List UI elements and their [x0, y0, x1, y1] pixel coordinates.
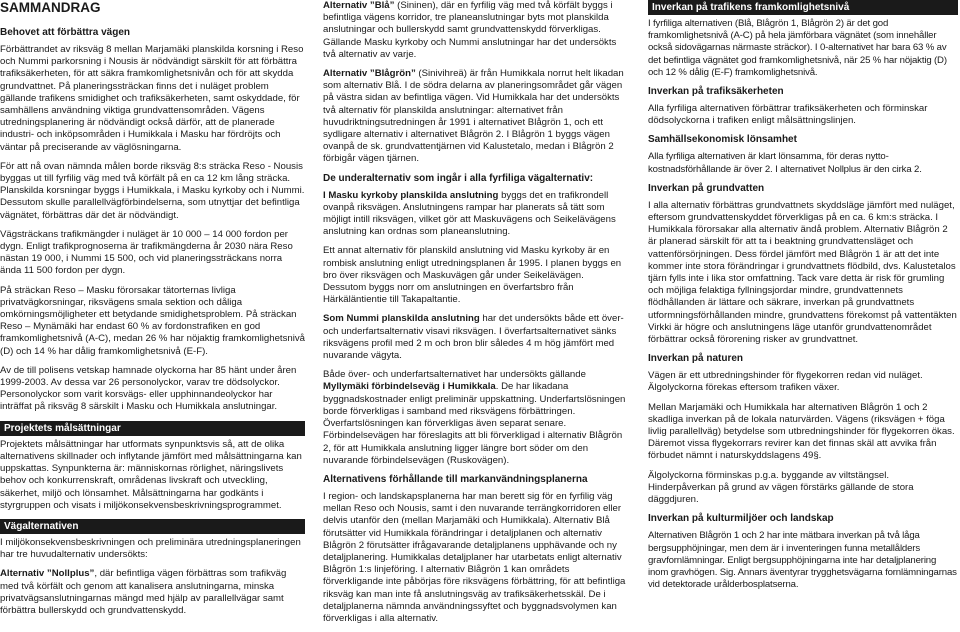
banner-road-alternatives: Vägalternativen [0, 519, 305, 534]
banner-traffic-flow: Inverkan på trafikens framkomlighetsnivå [648, 0, 958, 15]
paragraph: Älgolyckorna förminskas p.g.a. byggande av viltstängsel. Hinderpåverkan på grund av vägen förstärks gällande de stora däggdjuren. [648, 469, 914, 506]
paragraph: I alla alternativ förbättras grundvattnets skyddsläge jämfört med nuläget, eftersom grundvattenskyddet förverkligas på en ca. 6 km:s sträcka. I Humikkala förorsakar alla alternativ ändå problem. Alternativ Blågrön 2 är planerad särskilt för att ta i beaktning grundvattensläget och vattenförsörjningen. Dess fördel jämfört med Blågrön 1 är att det inte kommer inte stora förändringar i grundvattnets flödbild, dvs. Kalustetalos tjärn fylls inte i lika stor omfattning. Tack vare detta är risk för grumling och möjliga felaktiga fyllningsjordar mindre, grundvattennets flödhållanden är lättare och säkrare, inverkan på grundvattnets utformningsförhållanden mindre, grundvattens förekomst på vattentäkten Virkki är högre och anslutningens läge utanför grundvattenområdet förbättrar också förorening risker av grundvattnet. [648, 199, 957, 346]
paragraph: I region- och landskapsplanerna har man berett sig för en fyrfilig väg mellan Reso och Nousis, samt i den nuvarande terrängkorridoren eller delvis utanför den (mellan Marjamäki och Humikkala). Alternativ Blå förutsätter vid Humikkala förändringar i detaljplanen och alternativ Blågrön 2 förutsätter ifrågavarande detaljplanens upphävande och ny detaljplanering. Humikkalas detaljplaner har utarbetats enligt alternativ Blågrön 1:s linjeföring. I alternativ Blågrön 1 kan områdets förverkligande inte påbörjas före riksvägens förbättring, för att befintliga riksväg kan man inte få anslutningsväg av trafiksäkerhetsskäl. De i detaljplanerna nämnda användningssyftet och byggnadsvolymen kan förverkligas i alla alternativ. [323, 490, 626, 624]
column-left [0, 0, 305, 624]
paragraph: I miljökonsekvensbeskrivningen och preliminära utredningsplaneringen har tre huvudalternativ undersökts: [0, 536, 301, 561]
paragraph: Mellan Marjamäki och Humikkala har alternativen Blågrön 1 och 2 skadliga inverkan på de lokala naturvärden. Vägens (riksvägen + föga livlig parallellväg) betydelse som utbredningshinder för flygekorren ökas. Däremot vissa flygekorrars revirer kan det finnas skäl att avvika från förbudet nämnt i naturskyddslagens 49§. [648, 401, 955, 462]
paragraph: Alternativ ”Nollplus”, där befintliga vägen förbättras som trafikväg med två körfält och genom att kanalisera anslutningarna, minska privatvägsanslutningarnas mängd med hjälp av parallellvägar samt förbättra bullerskydd och grundvattenskydd. [0, 568, 287, 616]
section-heading-land-use: Alternativens förhållande till markanvändningsplanerna [323, 473, 588, 485]
section-heading-economy: Samhällsekonomisk lönsamhet [648, 134, 797, 146]
paragraph: Som Nummi planskilda anslutning har det undersökts både ett över- och underfartsalternativ visavi riksvägen. I överfartsalternativet sänks riksvägens profil med 2 m och bron blir således 4 m hög jämfört med nuvarande vägyta. [323, 313, 624, 362]
paragraph: Vägsträckans trafikmängder i nuläget är 10 000 – 14 000 fordon per dygn. Enligt trafikprognoserna är trafikmängderna år 2030 nära Reso nästan 19 000, i Nummi 15 500, och vid planeringssträckans norra ända 11 500 fordon per dygn. [0, 228, 293, 277]
section-heading-subalternatives: De underalternativ som ingår i alla fyrfiliga vägalternativ: [323, 172, 594, 184]
paragraph: I Masku kyrkoby planskilda anslutning byggs det en trafikrondell ovanpå riksvägen. Anslutningens rampar har planerats så tätt som möjligt intill riksvägen, vilket gör att Maskuvägens och Seikelävägens anslutning kan ordnas som planeanslutning. [323, 189, 616, 238]
section-heading-nature: Inverkan på naturen [648, 353, 744, 365]
section-heading-safety: Inverkan på trafiksäkerheten [648, 86, 784, 98]
paragraph: Ett annat alternativ för planskild anslutning vid Masku kyrkoby är en rombisk anslutning enligt utredningsplanen år 1995. I planen byggs en bro över riksvägen och Maskuvägen går under Seikelävägen. Dessutom byggs norr om anslutningen en överfartsbro från Härkäläntientie till Takapaltantie. [323, 245, 622, 306]
paragraph: Alternativen Blågrön 1 och 2 har inte mätbara inverkan på två låga bergsupphöjningar, men dem är i inventeringen funna metallålders gravfornlämningar. Enligt bergsupphöjningarna inte har detaljplanering inom gravhögen. Sig. Annars äventyrar trygghetsvägarna fornlämningarnas vid detektorade urålderbosplatserna. [648, 530, 957, 591]
column-right [648, 0, 958, 598]
summary-title: SAMMANDRAG [0, 0, 101, 15]
paragraph: I fyrfiliga alternativen (Blå, Blågrön 1, Blågrön 2) är det god framkomlighetsnivå (A-C) på hela jämförbara vägnätet (som innehåller också sidovägarnas närmaste sträckor). I 0-alternativet har bara 63 % av det befintliga vägnätet god framkomlighetsnivå, när 25 % har nöjaktig (D) och 12 % dålig (E-F) framkomlighetsnivå. [648, 18, 947, 78]
column-middle [323, 0, 628, 632]
section-heading-need: Behovet att förbättra vägen [0, 27, 131, 38]
paragraph: Alternativ ”Blågrön” (Sinivihreä) är från Humikkala norrut helt likadan som alternativ Blå. I de södra delarna av planeringsområdet går vägen på västra sidan av befintliga vägen. Vid Humikkala har det undersökts två alternativ för planskilda anslutningar: alternativet från huvudriktningsutredningen år 1991 i alternativet Blågrön 1, och ett sydligare alternativ i alternativet Blågrön 2. I Blågrön 1 byggs vägen ovanpå de sk. grundvattentjärnen vid Kalustetalo, medan i Blågrön 2 förbigår vägen tjärnen. [323, 68, 624, 165]
section-heading-groundwater: Inverkan på grundvatten [648, 182, 765, 194]
paragraph: För att nå ovan nämnda målen borde riksväg 8:s sträcka Reso - Nousis byggas ut till fyrfilig väg med två körfält på en ca 12 km lång sträcka. Planskilda korsningar byggs i Humikkala, i Masku kyrkoby och i Nummi. Dessutom skulle parallellvägförbindelserna, som utnyttjar det befintliga vägnätet, förbättras där det är nödvändigt. [0, 160, 305, 221]
paragraph: Alla fyrfiliga alternativen är klart lönsamma, för deras nytto-kostnadsförhållande är över 2. I alternativet Nollplus är den cirka 2. [648, 151, 922, 175]
paragraph: Förbättrandet av riksväg 8 mellan Marjamäki planskilda korsning i Reso och Nummi parkorsning i Nousis är nödvändigt särskilt för att förbättra trafiksäkerheten, för att säkra framkomlighetsnivån och för att skydda grundvattnet. På planeringssträckan finns det i nuläget problem gällande trafikens smidighet och trafiksäkerheten, samt oskyddade, för samhällens användning viktiga grundvattensområden. Vägens utredningsplanering är nödvändigt också därför, att de planerade industri- och inköpsområden i Humikkala i Masku har fördröjts och väntar på preciserande av väglösningarna. [0, 44, 304, 153]
paragraph: Alternativ ”Blå” (Sininen), där en fyrfilig väg med två körfält byggs i befintliga vägens korridor, tre planeanslutningar byts mot planskilda anslutningar och bullerskydd samt grundvattenskydd förverkligas. Gällande Masku kyrkoby och Nummi anslutningar har det undersökts två alternativ av varje. [323, 0, 617, 60]
paragraph: Både över- och underfartsalternativet har undersökts gällande Myllymäki förbindelseväg i Humikkala. De har likadana byggnadskostnader enligt preliminär uppskattning. Underfartslösningen borde förverkligas i samband med riksvägens förbättringen. Överfartslösningen kan förverkligas även separat senare. Förbindelsevägen har föreslagits att bli förverkligad i alternativ Blågrön 2, för att Humikkala anslutning ligger längre bort söder om den nuvarande förbindelsevägen (Ruskovägen). [323, 369, 626, 466]
banner-project-goals: Projektets målsättningar [0, 421, 305, 436]
paragraph: Projektets målsättningar har utformats synpunktsvis så, att de olika alternativens skillnader och inflytande jämfört med målsättningarna kan uppskattas. Synpunkterna är: människornas rörlighet, näringslivets behov och konkurrenskraft, områdenas livskraft och utveckling, säkerhet, miljö och lönsamhet. Målsättningarna har godkänts i styrgruppen och visats i miljökonsekvensbeskrivningsprogrammet. [0, 438, 302, 511]
paragraph: Vägen är ett utbredningshinder för flygekorren redan vid nuläget. Älgolyckorna förekas eftersom trafiken växer. [648, 370, 923, 394]
paragraph: På sträckan Reso – Masku förorsakar tätorternas livliga privatvägkorsningar, riksvägens smala sektion och dåliga omkörningsmöjligheter ett betydande smidighetsproblem. På sträckan Reso – Mynämäki har endast 60 % av fordonstrafiken en god framkomlighetsnivå (A-C), medan 26 % har nöjaktig framkomlighetsnivå (D) och 14 % har dålig framkomlighetsnivå (E-F). [0, 284, 305, 357]
paragraph: Alla fyrfiliga alternativen förbättrar trafiksäkerheten och förminskar dödsolyckorna i trafiken enligt målsättningslinjen. [648, 103, 928, 127]
section-heading-culture: Inverkan på kulturmiljöer och landskap [648, 513, 834, 525]
paragraph: Av de till polisens vetskap hamnade olyckorna har 85 hänt under åren 1999-2003. Av dessa var 26 personolyckor, varav tre dödsolyckor. Personolyckor som varit korsvägs- eller upphinnandeolyckor har inträffat på riksväg 8 särskilt i Masku och Humikkala anslutningar. [0, 364, 297, 413]
